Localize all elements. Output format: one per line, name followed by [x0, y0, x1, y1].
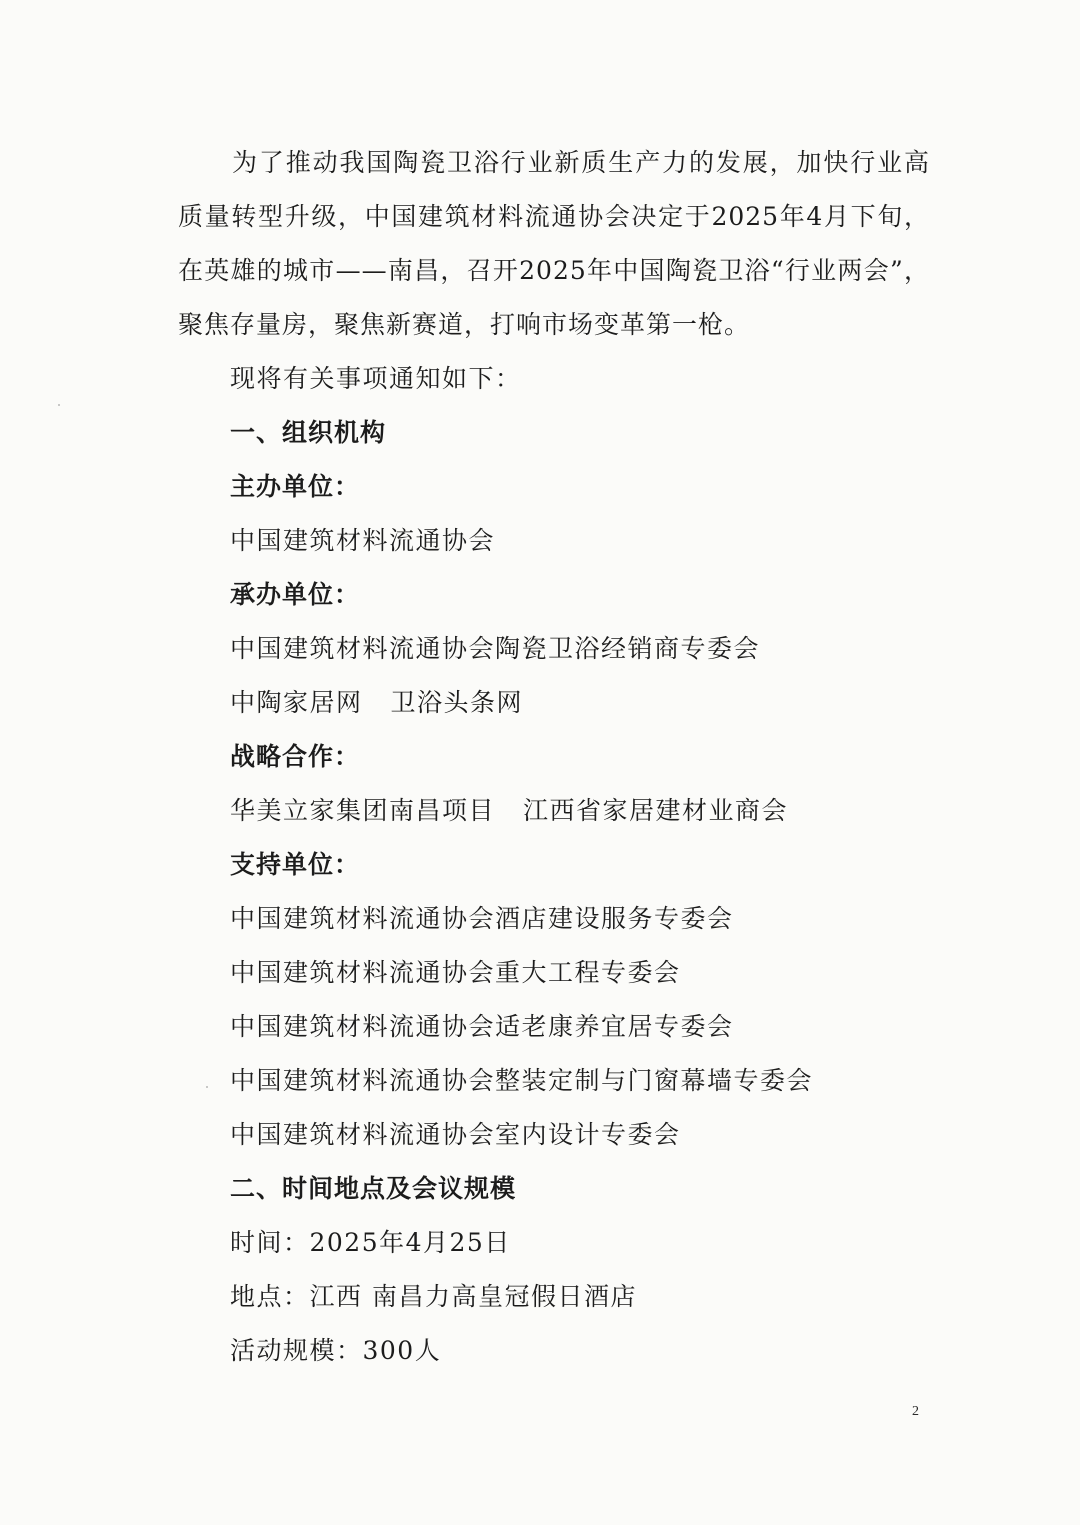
section-1-heading: 一、组织机构 — [230, 418, 387, 447]
organizer-organization-2-line — [178, 676, 930, 730]
scan-speck — [58, 404, 60, 406]
intro-paragraph: 为了推动我国陶瓷卫浴行业新质生产力的发展，加快行业高质量转型升级，中国建筑材料流通协会决定于2025年4月下旬，在英雄的城市——南昌，召开2025年中国陶瓷卫浴“行业两会”，聚焦存量房，聚焦新赛道，打响市场变革第一枪。 — [178, 148, 930, 339]
support-organization-3: 中国建筑材料流通协会适老康养宜居专委会 — [230, 1012, 734, 1041]
support-organization-1: 中国建筑材料流通协会酒店建设服务专委会 — [230, 904, 734, 933]
event-scale: 活动规模：300人 — [230, 1336, 442, 1365]
organizer-organization-1: 中国建筑材料流通协会陶瓷卫浴经销商专委会 — [230, 634, 761, 663]
page-number: 2 — [912, 1404, 919, 1419]
notice-line: 现将有关事项通知如下： — [230, 364, 522, 393]
support-organization-5: 中国建筑材料流通协会室内设计专委会 — [230, 1120, 681, 1149]
organizer-organization-2a: 中陶家居网 — [230, 688, 363, 717]
support-organization-2: 中国建筑材料流通协会重大工程专委会 — [230, 958, 681, 987]
support-label: 支持单位： — [230, 850, 361, 879]
strategic-partner-b: 江西省家居建材业商会 — [523, 796, 789, 825]
event-location: 地点：江西 南昌力高皇冠假日酒店 — [230, 1282, 637, 1311]
strategic-partner-a: 华美立家集团南昌项目 — [230, 796, 496, 825]
organizer-label: 承办单位： — [230, 580, 361, 609]
strategic-label: 战略合作： — [230, 742, 361, 771]
document-body — [178, 136, 930, 1378]
support-organization-4: 中国建筑材料流通协会整装定制与门窗幕墙专委会 — [230, 1066, 814, 1095]
scan-speck — [206, 1086, 208, 1088]
section-2-heading: 二、时间地点及会议规模 — [230, 1174, 517, 1203]
organizer-organization-2b: 卫浴头条网 — [390, 688, 524, 717]
host-label: 主办单位： — [230, 472, 361, 501]
host-organization: 中国建筑材料流通协会 — [230, 526, 496, 555]
strategic-partners-line — [178, 784, 930, 838]
event-time: 时间：2025年4月25日 — [230, 1228, 511, 1257]
